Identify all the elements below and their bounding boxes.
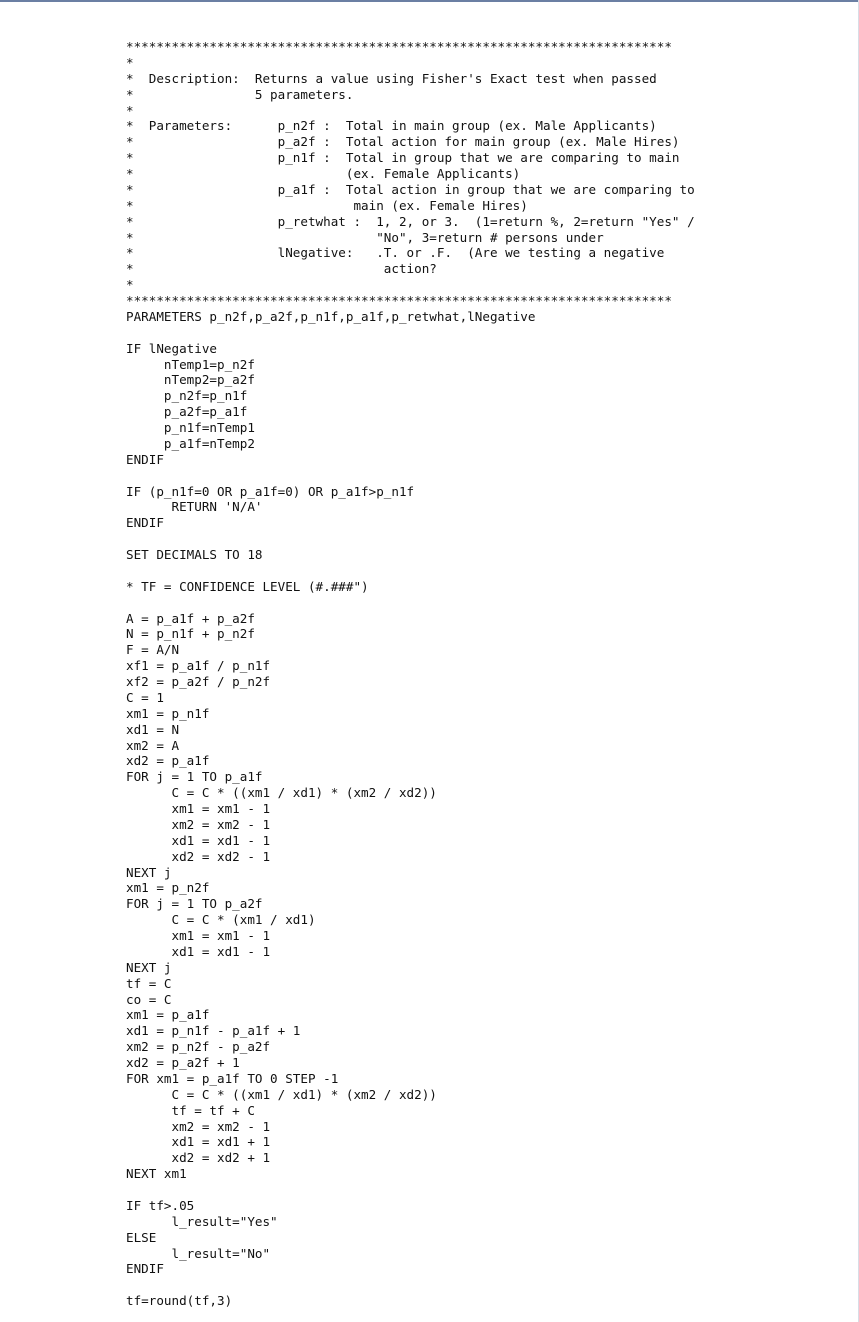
window-top-border [0, 0, 859, 2]
code-line: FOR j = 1 TO p_a1f [126, 769, 263, 785]
code-line: l_result="Yes" [126, 1213, 278, 1229]
code-line: * p_n1f : Total in group that we are comparing to main [126, 150, 680, 166]
code-line: ENDIF [126, 451, 164, 467]
code-line: xd1 = xd1 - 1 [126, 832, 271, 848]
code-line: tf = C [126, 975, 172, 991]
code-line: * TF = CONFIDENCE LEVEL (#.###") [126, 578, 369, 594]
code-line: xd1 = p_n1f - p_a1f + 1 [126, 1023, 301, 1039]
code-line: ************************************************************************ [126, 293, 672, 308]
code-line: tf=round(tf,3) [126, 1293, 233, 1309]
code-line: xm1 = p_a1f [126, 1007, 210, 1023]
code-line: NEXT j [126, 959, 172, 975]
code-line: xf2 = p_a2f / p_n2f [126, 674, 271, 689]
code-line: nTemp2=p_a2f [126, 372, 255, 388]
code-line: * [126, 277, 134, 293]
code-line: RETURN 'N/A' [126, 499, 263, 515]
code-line: SET DECIMALS TO 18 [126, 547, 263, 562]
code-line [126, 1277, 695, 1293]
code-line: xd2 = xd2 - 1 [126, 848, 271, 864]
code-line: * [126, 54, 134, 70]
code-line: C = C * ((xm1 / xd1) * (xm2 / xd2)) [126, 1086, 437, 1102]
code-line: xd1 = xd1 - 1 [126, 943, 271, 959]
code-line: xm1 = p_n1f [126, 705, 210, 721]
code-line: A = p_a1f + p_a2f [126, 610, 255, 626]
code-line: l_result="No" [126, 1245, 271, 1261]
code-line: * "No", 3=return # persons under [126, 229, 604, 245]
code-line: xd2 = p_a2f + 1 [126, 1055, 240, 1070]
code-line: xm2 = xm2 - 1 [126, 816, 271, 832]
code-line: ENDIF [126, 515, 164, 531]
code-line: xm1 = p_n2f [126, 880, 210, 896]
code-line: * p_retwhat : 1, 2, or 3. (1=return %, 2=return "Yes" / [126, 213, 695, 229]
code-line: FOR j = 1 TO p_a2f [126, 896, 263, 912]
code-line: p_a2f=p_a1f [126, 404, 248, 420]
code-line: p_n2f=p_n1f [126, 388, 248, 404]
code-line: * [126, 102, 134, 118]
code-line: * 5 parameters. [126, 86, 354, 102]
code-line: ELSE [126, 1229, 157, 1245]
code-line: xm1 = xm1 - 1 [126, 928, 271, 943]
code-line: * lNegative: .T. or .F. (Are we testing a negative [126, 245, 665, 261]
code-line [126, 595, 695, 611]
code-line: * main (ex. Female Hires) [126, 197, 528, 213]
code-line: F = A/N [126, 642, 180, 658]
code-line [126, 531, 695, 547]
code-line: C = C * ((xm1 / xd1) * (xm2 / xd2)) [126, 785, 437, 801]
code-line: xm2 = xm2 - 1 [126, 1118, 271, 1134]
code-line: xm2 = A [126, 737, 180, 753]
code-line: xd1 = N [126, 721, 180, 737]
code-line: xd2 = xd2 + 1 [126, 1150, 271, 1166]
code-line: NEXT xm1 [126, 1166, 187, 1182]
code-line: * p_a2f : Total action for main group (ex. Male Hires) [126, 134, 680, 150]
code-line: xd1 = xd1 + 1 [126, 1134, 271, 1150]
code-line: ************************************************************************ [126, 39, 672, 54]
code-line: C = 1 [126, 689, 164, 705]
code-line: xm2 = p_n2f - p_a2f [126, 1039, 271, 1055]
code-line: C = C * (xm1 / xd1) [126, 912, 316, 928]
code-line: * Parameters: p_n2f : Total in main group (ex. Male Applicants) [126, 118, 657, 134]
code-line: IF tf>.05 [126, 1197, 195, 1213]
code-line: ENDIF [126, 1261, 164, 1277]
code-line: * (ex. Female Applicants) [126, 166, 521, 181]
code-line [126, 468, 695, 484]
code-line: IF (p_n1f=0 OR p_a1f=0) OR p_a1f>p_n1f [126, 483, 415, 499]
code-line: IF lNegative [126, 340, 217, 356]
code-line: nTemp1=p_n2f [126, 356, 255, 372]
code-line: xd2 = p_a1f [126, 753, 210, 769]
code-line: * p_a1f : Total action in group that we are comparing to [126, 181, 695, 197]
code-line: NEXT j [126, 864, 172, 880]
code-line: p_n1f=nTemp1 [126, 420, 255, 435]
code-line [126, 1182, 695, 1198]
code-line: co = C [126, 991, 172, 1007]
code-line: FOR xm1 = p_a1f TO 0 STEP -1 [126, 1070, 339, 1086]
code-line: xm1 = xm1 - 1 [126, 801, 271, 816]
code-line: * action? [126, 261, 437, 277]
code-line: p_a1f=nTemp2 [126, 435, 255, 451]
code-line [126, 325, 695, 341]
code-line: N = p_n1f + p_n2f [126, 626, 255, 642]
code-line: xf1 = p_a1f / p_n1f [126, 658, 271, 674]
code-line [126, 563, 695, 579]
code-line: PARAMETERS p_n2f,p_a2f,p_n1f,p_a1f,p_retwhat,lNegative [126, 308, 536, 324]
source-code-listing [126, 39, 695, 1309]
code-line: tf = tf + C [126, 1102, 255, 1118]
code-line: * Description: Returns a value using Fisher's Exact test when passed [126, 70, 657, 86]
